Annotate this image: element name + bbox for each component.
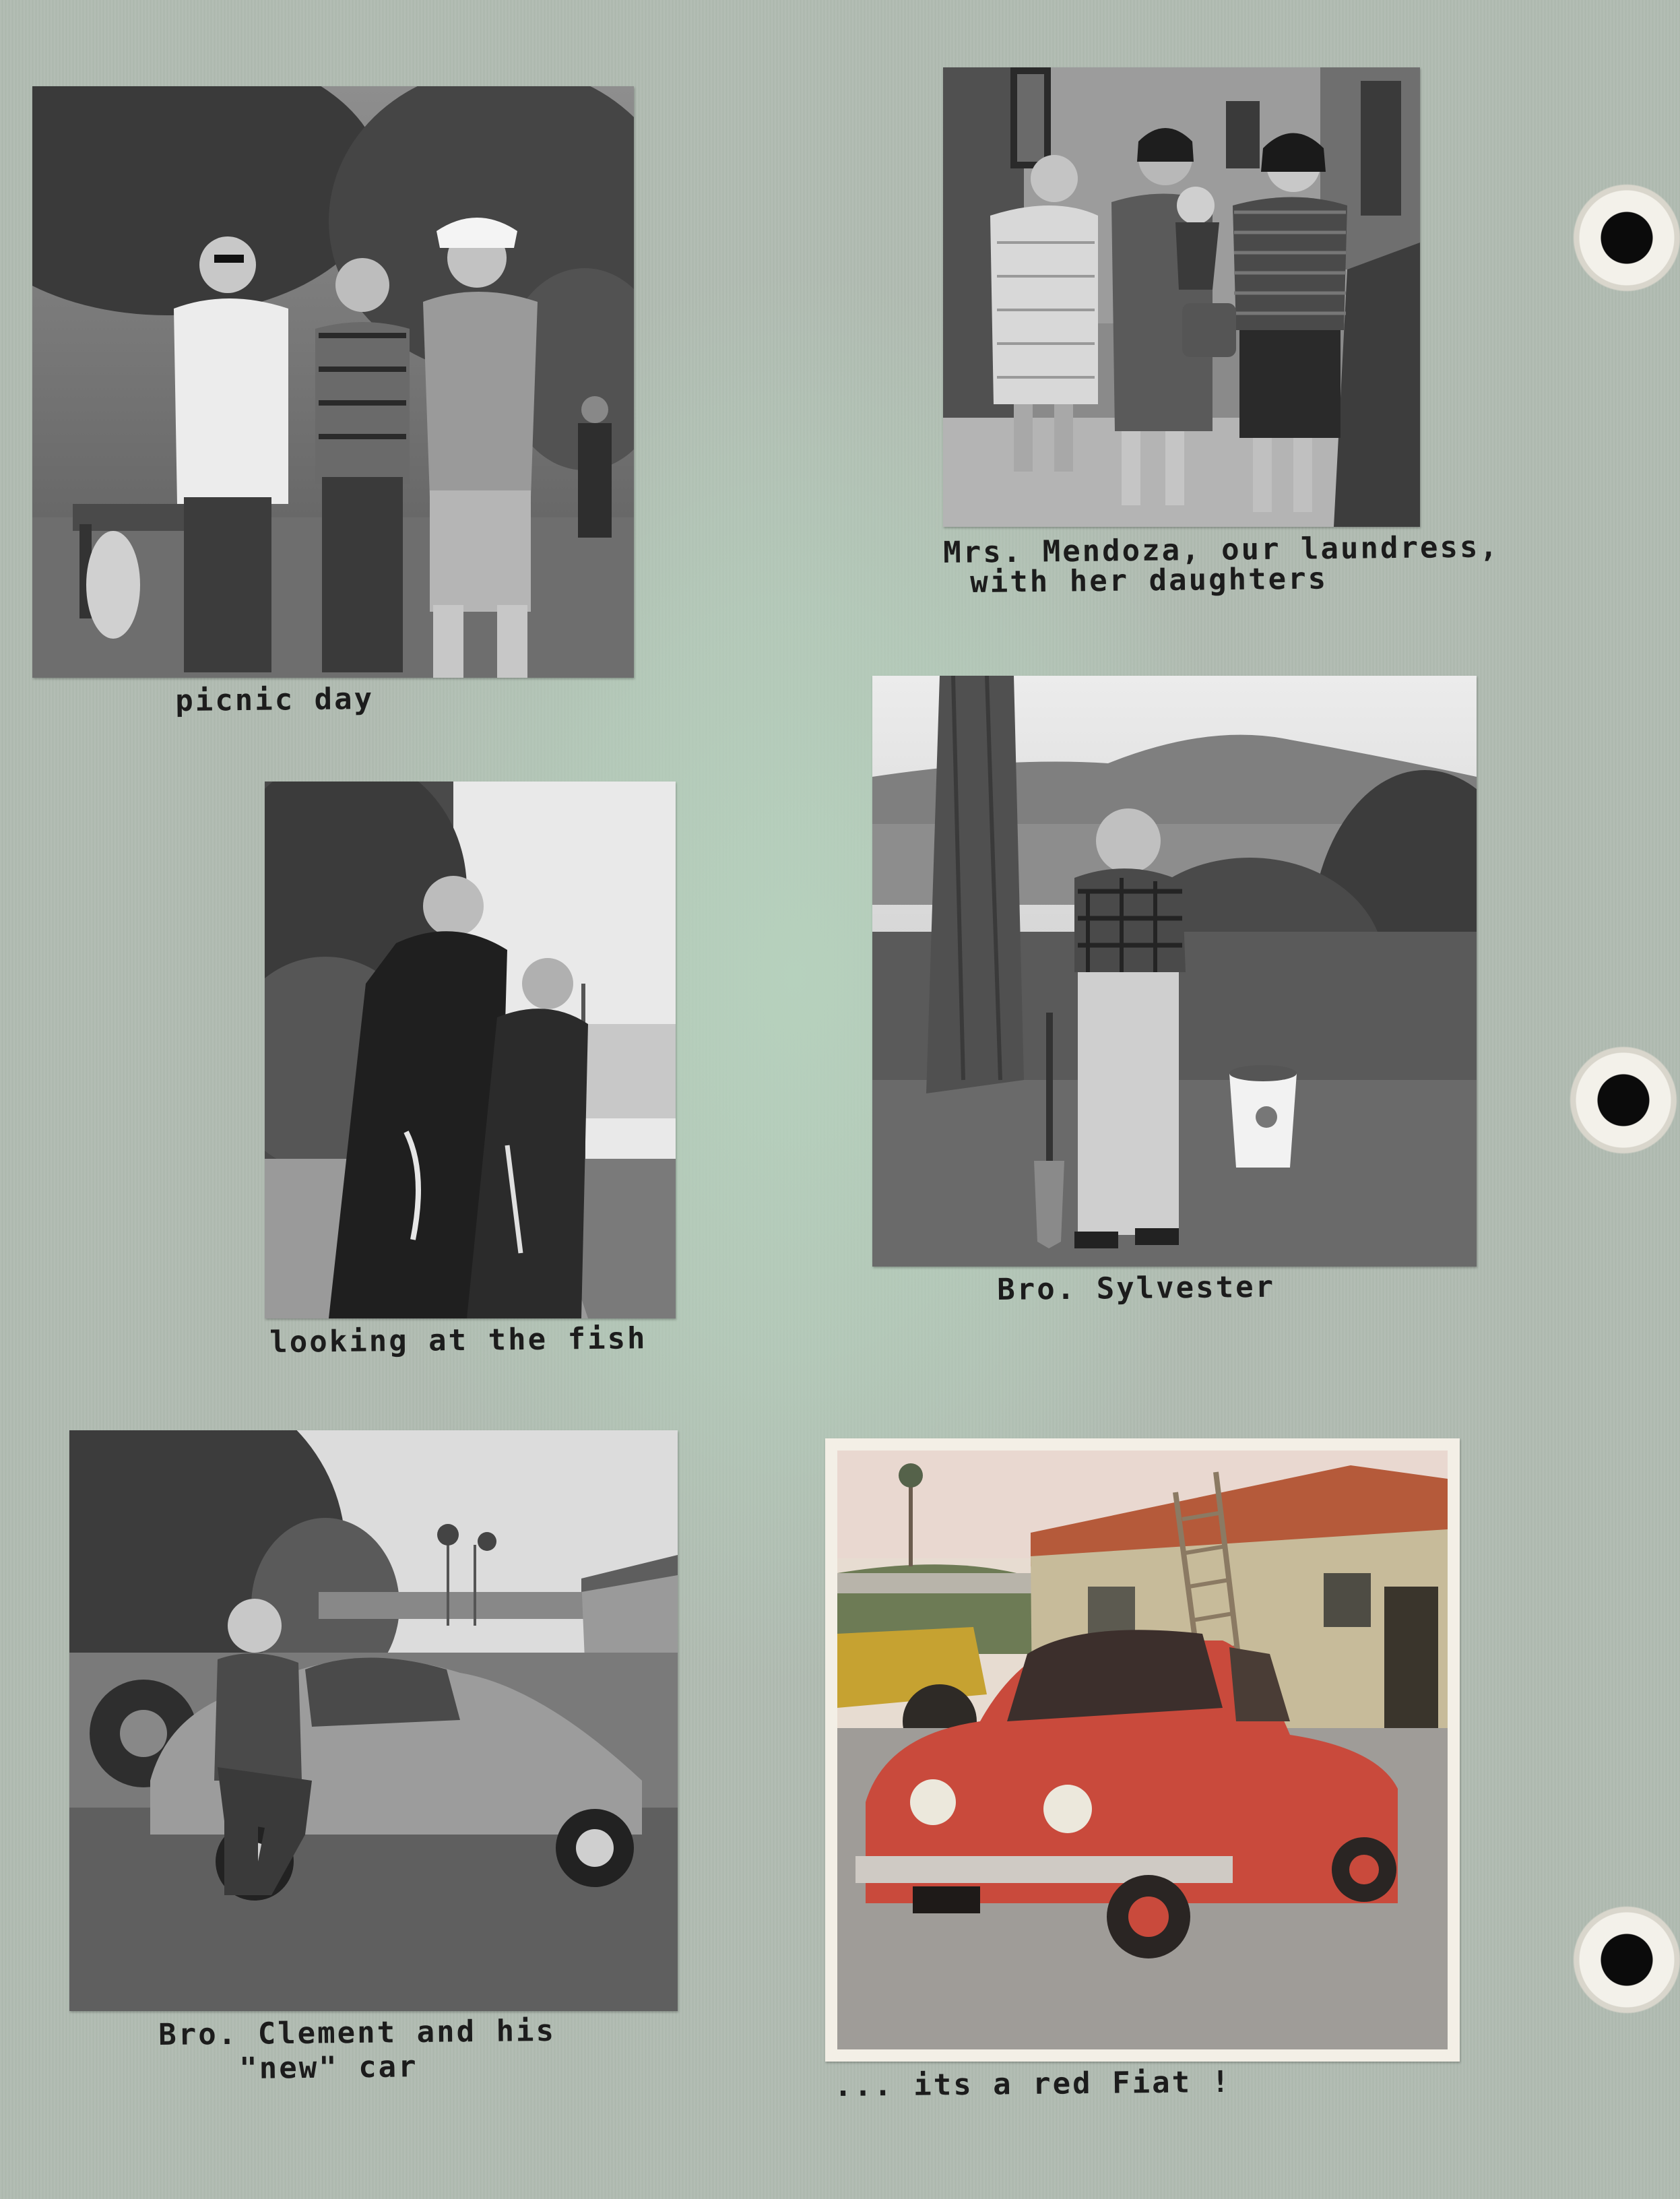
- caption-mrs-mendoza-line1: Mrs. Mendoza, our laundress,: [942, 530, 1500, 570]
- photo-bro-sylvester: [872, 676, 1477, 1267]
- photo-looking-at-fish: [265, 782, 676, 1318]
- photo-red-fiat: [825, 1438, 1460, 2062]
- caption-bro-clement-line1: Bro. Clement and his: [158, 2013, 556, 2052]
- caption-red-fiat: ... its a red Fiat !: [833, 2064, 1232, 2103]
- caption-bro-sylvester: Bro. Sylvester: [996, 1269, 1276, 1307]
- photo-picnic-day: [32, 86, 634, 678]
- caption-looking-at-fish: looking at the fish: [269, 1321, 647, 1360]
- binder-hole-middle: [1566, 1043, 1680, 1157]
- binder-hole-bottom: [1570, 1903, 1680, 2017]
- caption-picnic-day: picnic day: [174, 681, 375, 718]
- caption-bro-clement-line2: "new" car: [238, 2049, 418, 2086]
- caption-mrs-mendoza-line2: with her daughters: [969, 561, 1328, 600]
- photo-mrs-mendoza: [943, 67, 1420, 527]
- binder-hole-top: [1570, 181, 1680, 295]
- photo-bro-clement-car: [69, 1430, 678, 2011]
